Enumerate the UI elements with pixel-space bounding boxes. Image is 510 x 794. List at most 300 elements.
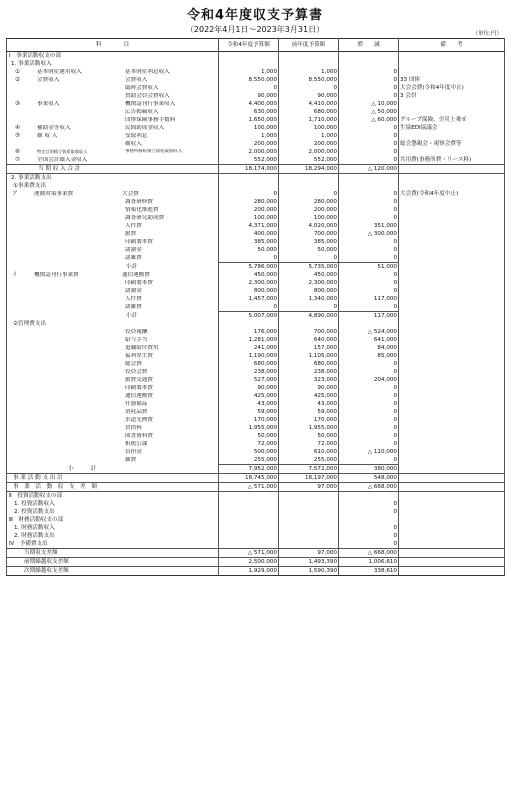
account-cell	[7, 400, 219, 408]
previous-budget-cell: 97,000	[279, 549, 339, 558]
current-budget-cell: 1,650,000	[219, 116, 279, 124]
difference-cell: 548,000	[339, 474, 399, 483]
category-label: 全国会計繰入金収入	[37, 156, 88, 163]
current-budget-cell	[219, 508, 279, 516]
remarks-cell	[399, 182, 505, 190]
previous-budget-cell: 1,493,390	[279, 558, 339, 567]
previous-budget-cell: 385,000	[279, 238, 339, 246]
section-heading-row	[7, 532, 505, 540]
account-cell	[7, 295, 219, 303]
row-label: 事 業 活 動 支 出 計	[13, 474, 63, 481]
category-label: 補助金等収入	[37, 124, 71, 131]
difference-cell: 204,000	[339, 376, 399, 384]
section-heading-row	[7, 182, 505, 190]
remarks-cell	[399, 295, 505, 303]
total-row	[7, 567, 505, 576]
row-label: 当期収支差額	[24, 549, 58, 556]
subtotal-row	[7, 312, 505, 321]
current-budget-cell: 50,000	[219, 246, 279, 254]
item-label: 機関誌刊行事業収入	[125, 100, 176, 107]
current-budget-cell: 280,000	[219, 198, 279, 206]
account-cell	[7, 360, 219, 368]
difference-cell: 0	[339, 287, 399, 295]
item-label: 人件費	[125, 295, 142, 302]
account-cell	[7, 68, 219, 76]
table-row	[7, 100, 505, 108]
table-row	[7, 400, 505, 408]
remarks-cell	[399, 279, 505, 287]
account-cell	[7, 328, 219, 336]
remarks-cell	[399, 492, 505, 501]
remarks-cell	[399, 148, 505, 156]
account-cell	[7, 124, 219, 132]
remarks-cell	[399, 456, 505, 465]
table-row	[7, 287, 505, 295]
difference-cell: 0	[339, 92, 399, 100]
previous-budget-cell: 280,000	[279, 198, 339, 206]
current-budget-cell: 200,000	[219, 206, 279, 214]
item-label: 福利厚生費	[125, 352, 153, 359]
current-budget-cell	[219, 52, 279, 61]
previous-budget-cell: 552,000	[279, 156, 339, 165]
category-label: 会費収入	[37, 76, 60, 83]
remarks-cell	[399, 424, 505, 432]
difference-cell: 0	[339, 198, 399, 206]
previous-budget-cell: 323,000	[279, 376, 339, 384]
current-budget-cell: 1,000	[219, 132, 279, 140]
remarks-cell	[399, 368, 505, 376]
item-label: 旅費交通費	[125, 376, 153, 383]
previous-budget-cell: 72,000	[279, 440, 339, 448]
account-cell	[7, 100, 219, 108]
remarks-cell	[399, 52, 505, 61]
section-heading-row	[7, 516, 505, 524]
table-row	[7, 198, 505, 206]
previous-budget-cell: 2,000,000	[279, 148, 339, 156]
remarks-cell	[399, 344, 505, 352]
table-row	[7, 108, 505, 116]
item-label: 消耗品費	[125, 408, 148, 415]
row-label: 当 期 収 入 合 計	[38, 165, 81, 172]
budget-table	[6, 38, 505, 576]
row-label: 1. 投資活動収入	[14, 500, 55, 507]
current-budget-cell: 4,371,000	[219, 222, 279, 230]
total-row	[7, 474, 505, 483]
fiscal-period: （2022年4月1日～2023年3月31日）	[185, 25, 325, 34]
table-row	[7, 156, 505, 165]
current-budget-cell: 170,000	[219, 416, 279, 424]
table-row	[7, 352, 505, 360]
current-budget-cell: 4,400,000	[219, 100, 279, 108]
account-cell	[7, 549, 219, 558]
difference-cell	[339, 182, 399, 190]
difference-cell	[339, 492, 399, 501]
previous-budget-cell: 18,294,000	[279, 165, 339, 174]
account-cell	[7, 214, 219, 222]
account-cell	[7, 500, 219, 508]
remarks-cell	[399, 238, 505, 246]
previous-budget-cell	[279, 182, 339, 190]
current-budget-cell: 2,000,000	[219, 148, 279, 156]
item-number: ①	[15, 68, 21, 75]
previous-budget-cell: 97,000	[279, 483, 339, 492]
remarks-cell	[399, 360, 505, 368]
difference-cell: 0	[339, 84, 399, 92]
previous-budget-cell: 1,000	[279, 132, 339, 140]
current-budget-cell: 176,000	[219, 328, 279, 336]
remarks-cell	[399, 198, 505, 206]
account-cell	[7, 263, 219, 272]
current-budget-cell: 425,000	[219, 392, 279, 400]
account-cell	[7, 416, 219, 424]
table-row	[7, 84, 505, 92]
table-row	[7, 230, 505, 238]
remarks-cell	[399, 392, 505, 400]
difference-cell: △ 668,000	[339, 483, 399, 492]
difference-cell: 85,000	[339, 352, 399, 360]
table-row	[7, 246, 505, 254]
item-label: 広告掲載収入	[125, 108, 159, 115]
previous-budget-cell: 50,000	[279, 432, 339, 440]
previous-budget-cell: 450,000	[279, 271, 339, 279]
current-budget-cell: 1,000	[219, 68, 279, 76]
item-label: 事務所移転積立資産取崩収入	[125, 148, 183, 154]
remarks-cell	[399, 400, 505, 408]
difference-cell: 0	[339, 238, 399, 246]
table-row	[7, 116, 505, 124]
previous-budget-cell: 43,000	[279, 400, 339, 408]
previous-budget-cell: 59,000	[279, 408, 339, 416]
difference-cell: 117,000	[339, 295, 399, 303]
header-remarks: 備 考	[399, 39, 505, 52]
difference-cell: 380,000	[339, 465, 399, 474]
difference-cell: 84,000	[339, 344, 399, 352]
previous-budget-cell: 1,105,000	[279, 352, 339, 360]
previous-budget-cell: 4,410,000	[279, 100, 339, 108]
row-label: 2. 投資活動支出	[14, 508, 55, 515]
section-heading-row	[7, 500, 505, 508]
previous-budget-cell	[279, 540, 339, 549]
previous-budget-cell	[279, 516, 339, 524]
difference-cell: 0	[339, 424, 399, 432]
remarks-cell	[399, 384, 505, 392]
previous-budget-cell: 255,000	[279, 456, 339, 465]
account-cell	[7, 92, 219, 100]
difference-cell: 1,006,610	[339, 558, 399, 567]
current-budget-cell: 0	[219, 303, 279, 312]
remarks-cell	[399, 352, 505, 360]
current-budget-cell: 43,000	[219, 400, 279, 408]
table-row	[7, 279, 505, 287]
difference-cell: △ 50,000	[339, 108, 399, 116]
previous-budget-cell: 1,000	[279, 68, 339, 76]
account-cell	[7, 60, 219, 68]
difference-cell: 0	[339, 254, 399, 263]
difference-cell: 0	[339, 408, 399, 416]
previous-budget-cell	[279, 174, 339, 183]
current-budget-cell: 0	[219, 254, 279, 263]
difference-cell: △ 668,000	[339, 549, 399, 558]
account-cell	[7, 190, 219, 198]
difference-cell: 0	[339, 206, 399, 214]
item-label: 賛助会員会費収入	[125, 92, 170, 99]
current-budget-cell: 8,550,000	[219, 76, 279, 84]
account-cell	[7, 483, 219, 492]
account-cell	[7, 516, 219, 524]
current-budget-cell	[219, 516, 279, 524]
current-budget-cell: 1,929,000	[219, 567, 279, 576]
account-cell	[7, 108, 219, 116]
item-label: 什器備品	[125, 400, 148, 407]
table-row	[7, 132, 505, 140]
item-label: 調査研修費	[125, 198, 153, 205]
remarks-cell: 大会会費(令和4年度中止)	[399, 84, 505, 92]
previous-budget-cell	[279, 508, 339, 516]
difference-cell	[339, 52, 399, 61]
account-cell	[7, 408, 219, 416]
current-budget-cell: 72,000	[219, 440, 279, 448]
remarks-cell	[399, 567, 505, 576]
previous-budget-cell: 0	[279, 190, 339, 198]
difference-cell: 351,000	[339, 222, 399, 230]
account-cell	[7, 558, 219, 567]
account-cell	[7, 492, 219, 501]
section-heading-row	[7, 508, 505, 516]
account-cell	[7, 312, 219, 321]
row-label: 小計	[126, 263, 138, 270]
row-label: 事 業 活 動 収 支 差 額	[13, 483, 97, 490]
currency-unit-note: （単位:円）	[472, 31, 502, 37]
difference-cell	[339, 516, 399, 524]
item-number: ⑦	[15, 156, 21, 163]
current-budget-cell: 400,000	[219, 230, 279, 238]
difference-cell: 0	[339, 416, 399, 424]
current-budget-cell	[219, 500, 279, 508]
account-cell	[7, 76, 219, 84]
total-row	[7, 549, 505, 558]
current-budget-cell: 2,300,000	[219, 279, 279, 287]
previous-budget-cell: 2,300,000	[279, 279, 339, 287]
table-row	[7, 76, 505, 84]
remarks-cell	[399, 416, 505, 424]
table-row	[7, 392, 505, 400]
previous-budget-cell: 4,890,000	[279, 312, 339, 321]
difference-cell: 0	[339, 532, 399, 540]
difference-cell: 0	[339, 68, 399, 76]
account-cell	[7, 344, 219, 352]
account-cell	[7, 148, 219, 156]
previous-budget-cell	[279, 532, 339, 540]
item-label: 通信運搬費	[122, 271, 150, 278]
item-label: 賃借料	[125, 424, 142, 431]
remarks-cell	[399, 100, 505, 108]
row-label: 小計	[126, 312, 138, 319]
table-row	[7, 376, 505, 384]
remarks-cell	[399, 108, 505, 116]
table-row	[7, 303, 505, 312]
category-label: 雑 収 入	[37, 132, 58, 139]
account-cell	[7, 230, 219, 238]
table-row	[7, 238, 505, 246]
category-label: 特定目的積立資産取崩収入	[37, 148, 88, 154]
previous-budget-cell: 7,572,000	[279, 465, 339, 474]
table-row	[7, 344, 505, 352]
table-row	[7, 336, 505, 344]
remarks-cell	[399, 222, 505, 230]
remarks-cell	[399, 558, 505, 567]
table-row	[7, 432, 505, 440]
table-header-row	[7, 39, 505, 52]
difference-cell: 0	[339, 190, 399, 198]
remarks-cell	[399, 254, 505, 263]
previous-budget-cell: 100,000	[279, 214, 339, 222]
difference-cell: △ 10,000	[339, 100, 399, 108]
table-row	[7, 328, 505, 336]
item-label: 負担金	[125, 448, 142, 455]
category-label: 機関誌刊行事業費	[34, 271, 79, 278]
previous-budget-cell	[279, 492, 339, 501]
current-budget-cell: 100,000	[219, 124, 279, 132]
item-number: ④	[15, 124, 21, 131]
difference-cell: 0	[339, 508, 399, 516]
current-budget-cell: 1,457,000	[219, 295, 279, 303]
table-row	[7, 448, 505, 456]
current-budget-cell: 500,000	[219, 448, 279, 456]
item-label: 諸謝金	[125, 287, 142, 294]
remarks-cell	[399, 165, 505, 174]
previous-budget-cell: 680,000	[279, 360, 339, 368]
difference-cell: 0	[339, 148, 399, 156]
previous-budget-cell: 700,000	[279, 328, 339, 336]
item-label: 基本財産利息収入	[125, 68, 170, 75]
remarks-cell	[399, 408, 505, 416]
current-budget-cell: 7,952,000	[219, 465, 279, 474]
current-budget-cell	[219, 60, 279, 68]
table-row	[7, 416, 505, 424]
difference-cell: 0	[339, 271, 399, 279]
item-number: ⑤	[15, 132, 21, 139]
section-heading-row	[7, 174, 505, 183]
previous-budget-cell: 90,000	[279, 92, 339, 100]
table-row	[7, 124, 505, 132]
row-label: Ⅳ 予備費支出	[9, 540, 48, 547]
account-cell	[7, 352, 219, 360]
previous-budget-cell: 0	[279, 254, 339, 263]
difference-cell: 0	[339, 132, 399, 140]
previous-budget-cell: 0	[279, 84, 339, 92]
current-budget-cell: 90,000	[219, 92, 279, 100]
remarks-cell: 共用費(事務所費・リース料)	[399, 156, 505, 165]
account-cell	[7, 254, 219, 263]
remarks-cell	[399, 483, 505, 492]
previous-budget-cell: 50,000	[279, 246, 339, 254]
difference-cell: △ 120,000	[339, 165, 399, 174]
difference-cell: 117,000	[339, 312, 399, 321]
account-cell	[7, 440, 219, 448]
difference-cell: 0	[339, 392, 399, 400]
current-budget-cell: 238,000	[219, 368, 279, 376]
remarks-cell	[399, 524, 505, 532]
current-budget-cell	[219, 174, 279, 183]
current-budget-cell	[219, 524, 279, 532]
item-label: 臨時会費収入	[125, 84, 159, 91]
difference-cell: 0	[339, 524, 399, 532]
difference-cell: 0	[339, 76, 399, 84]
row-label: 1. 事業活動収入	[11, 60, 52, 67]
remarks-cell	[399, 287, 505, 295]
difference-cell: 0	[339, 400, 399, 408]
remarks-cell	[399, 448, 505, 456]
section-heading-row	[7, 524, 505, 532]
total-row	[7, 483, 505, 492]
difference-cell: 51,000	[339, 263, 399, 272]
difference-cell: △ 524,000	[339, 328, 399, 336]
item-number: ⑥	[15, 148, 21, 155]
difference-cell	[339, 174, 399, 183]
row-label: Ⅲ 財務活動収支の部	[9, 516, 64, 523]
difference-cell: 0	[339, 500, 399, 508]
item-label: 大会費	[122, 190, 139, 197]
remarks-cell	[399, 465, 505, 474]
remarks-cell	[399, 132, 505, 140]
current-budget-cell: 200,000	[219, 140, 279, 148]
previous-budget-cell: 1,955,000	[279, 424, 339, 432]
current-budget-cell: 552,000	[219, 156, 279, 165]
current-budget-cell: 800,000	[219, 287, 279, 295]
account-cell	[7, 84, 219, 92]
current-budget-cell: 90,000	[219, 384, 279, 392]
table-row	[7, 368, 505, 376]
current-budget-cell: △ 571,000	[219, 549, 279, 558]
previous-budget-cell	[279, 60, 339, 68]
account-cell	[7, 320, 219, 328]
section-heading-row	[7, 60, 505, 68]
account-cell	[7, 116, 219, 124]
account-cell	[7, 132, 219, 140]
table-row	[7, 222, 505, 230]
account-cell	[7, 287, 219, 295]
account-cell	[7, 456, 219, 465]
current-budget-cell: △ 571,000	[219, 483, 279, 492]
difference-cell: 338,610	[339, 567, 399, 576]
item-label: 雑費	[125, 457, 137, 464]
current-budget-cell: 255,000	[219, 456, 279, 465]
item-label: 諸雑費	[125, 255, 142, 262]
current-budget-cell: 2,500,000	[219, 558, 279, 567]
remarks-cell	[399, 474, 505, 483]
remarks-cell: 総会懇親会・視察会費等	[399, 140, 505, 148]
account-cell	[7, 432, 219, 440]
item-label: 通信運搬費	[125, 392, 153, 399]
difference-cell: △ 110,000	[339, 448, 399, 456]
difference-cell: 0	[339, 279, 399, 287]
item-label: 印刷製本費	[125, 384, 153, 391]
previous-budget-cell: 5,735,000	[279, 263, 339, 272]
remarks-cell	[399, 440, 505, 448]
total-row	[7, 558, 505, 567]
current-budget-cell: 50,000	[219, 432, 279, 440]
account-cell	[7, 532, 219, 540]
row-label: Ⅱ 投資活動収支の部	[9, 492, 63, 499]
table-row	[7, 271, 505, 279]
account-cell	[7, 198, 219, 206]
remarks-cell: 33 団体	[399, 76, 505, 84]
previous-budget-cell: 238,000	[279, 368, 339, 376]
account-cell	[7, 474, 219, 483]
remarks-cell	[399, 508, 505, 516]
previous-budget-cell: 0	[279, 303, 339, 312]
account-cell	[7, 222, 219, 230]
